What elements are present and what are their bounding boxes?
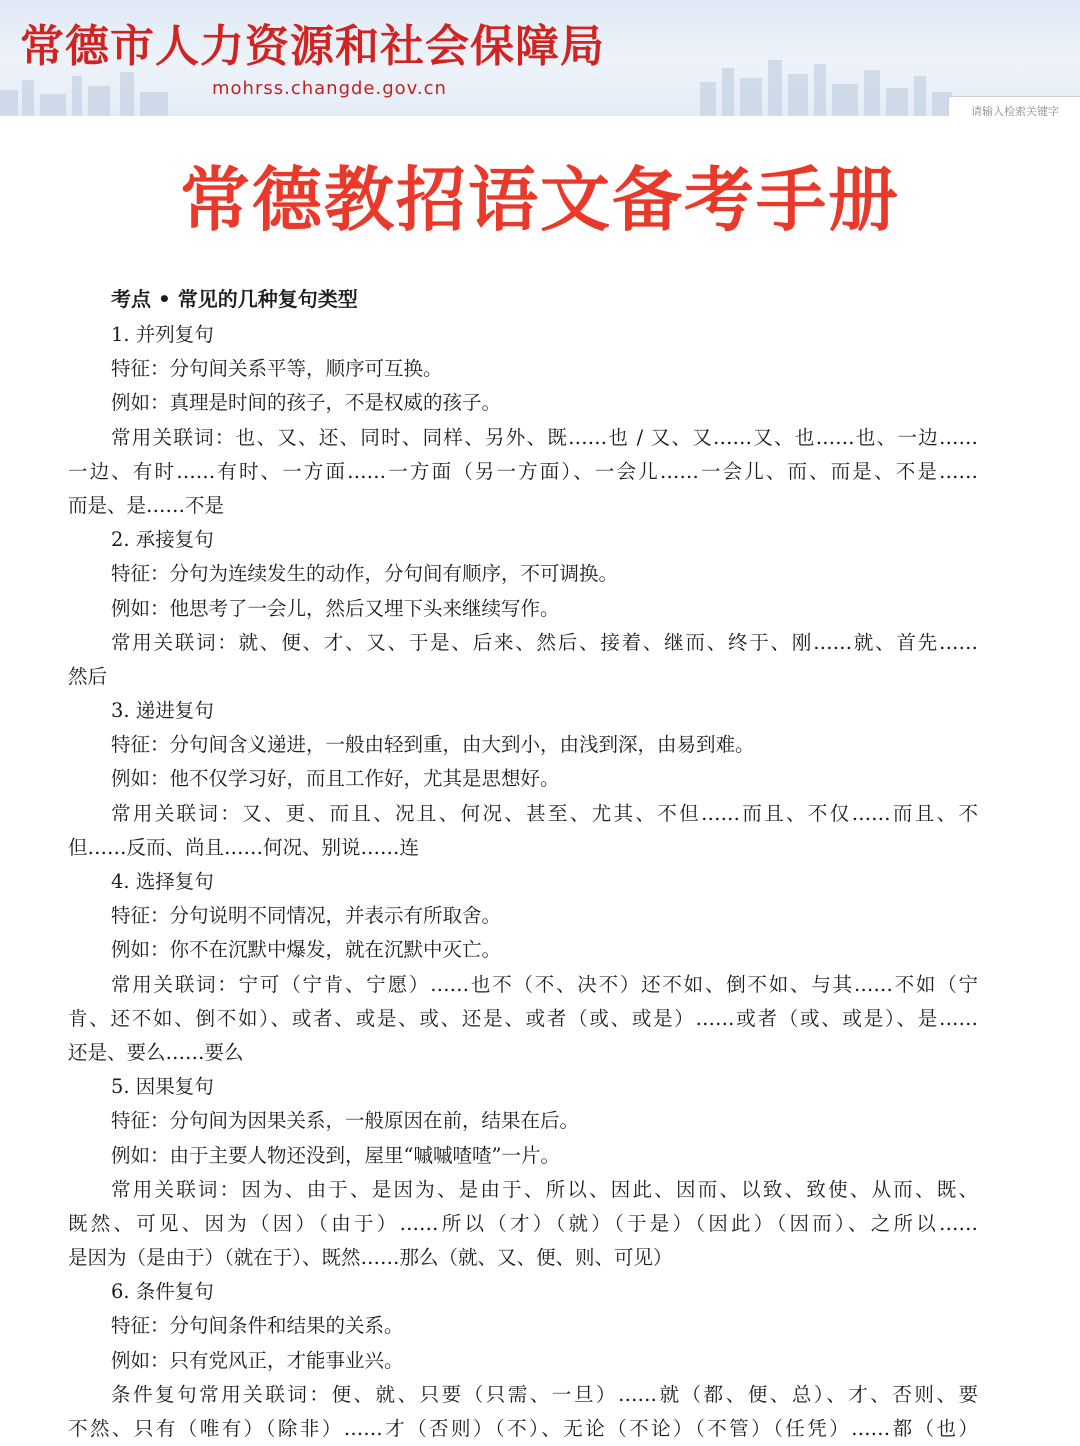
subheading-conditional: 6. 条件复句 bbox=[111, 1280, 214, 1304]
text-line: 条件复句常用关联词：便、就、只要（只需、一旦）……就（都、便、总）、才、否则、要 bbox=[111, 1382, 978, 1406]
text-line: 特征：分句间关系平等，顺序可互换。 bbox=[111, 357, 443, 381]
text-line: 特征：分句间为因果关系，一般原因在前，结果在后。 bbox=[111, 1109, 580, 1133]
subheading-parallel: 1. 并列复句 bbox=[111, 323, 214, 346]
text-line: 例如：他不仅学习好，而且工作好，尤其是思想好。 bbox=[111, 767, 560, 791]
text-line: 但……反而、尚且……何况、别说……连 bbox=[68, 835, 420, 859]
document-title: 常德教招语文备考手册 bbox=[180, 159, 900, 241]
text-line: 例如：只有党风正，才能事业兴。 bbox=[111, 1348, 404, 1372]
text-line: 例如：真理是时间的孩子，不是权威的孩子。 bbox=[111, 391, 502, 415]
section-heading: 考点 • 常见的几种复句类型 bbox=[111, 287, 358, 311]
text-line: 特征：分句说明不同情况，并表示有所取舍。 bbox=[111, 904, 502, 928]
subheading-progressive: 3. 递进复句 bbox=[111, 699, 214, 723]
text-line: 然后 bbox=[68, 664, 108, 688]
text-line: 例如：他思考了一会儿，然后又埋下头来继续写作。 bbox=[111, 596, 560, 620]
text-line: 特征：分句间含义递进，一般由轻到重，由大到小，由浅到深，由易到难。 bbox=[111, 733, 755, 757]
document-body bbox=[68, 280, 978, 1446]
text-line: 而是、是……不是 bbox=[68, 493, 225, 517]
text-line: 一边、有时……有时、一方面……一方面（另一方面）、一会儿……一会儿、而、而是、不是…… bbox=[68, 459, 978, 483]
text-line: 肯、还不如、倒不如）、或者、或是、或、还是、或者（或、或是）……或者（或、或是）、是…… bbox=[68, 1006, 978, 1030]
search-input[interactable]: 请输入检索关键字 bbox=[948, 96, 1080, 116]
subheading-successive: 2. 承接复句 bbox=[111, 528, 214, 552]
subheading-alternative: 4. 选择复句 bbox=[111, 870, 214, 893]
site-title: 常德市人力资源和社会保障局 bbox=[20, 21, 605, 72]
text-line: 还是、要么……要么 bbox=[68, 1040, 244, 1064]
text-line: 常用关联词：宁可（宁肯、宁愿）……也不（不、决不）还不如、倒不如、与其……不如（宁 bbox=[111, 972, 978, 996]
text-line: 不然、只有（唯有）（除非）……才（否则）（不）、无论（不论）（不管）（任凭）……都（也） bbox=[68, 1417, 978, 1440]
text-line: 特征：分句为连续发生的动作，分句间有顺序，不可调换。 bbox=[111, 562, 619, 586]
text-line: 特征：分句间条件和结果的关系。 bbox=[111, 1314, 404, 1338]
text-line: 例如：由于主要人物还没到，屋里“嘁嘁喳喳”一片。 bbox=[111, 1143, 560, 1167]
site-banner bbox=[0, 0, 1080, 116]
text-line: 是因为（是由于）（就在于）、既然……那么（就、又、便、则、可见） bbox=[68, 1246, 673, 1270]
text-line: 既然、可见、因为（因）（由于）……所以（才）（就）（于是）（因此）（因而）、之所以…… bbox=[68, 1211, 978, 1235]
text-line: 例如：你不在沉默中爆发，就在沉默中灭亡。 bbox=[111, 938, 502, 962]
subheading-causal: 5. 因果复句 bbox=[111, 1075, 214, 1099]
text-line: 常用关联词：也、又、还、同时、同样、另外、既……也 / 又、又……又、也……也、一边…… bbox=[111, 425, 978, 449]
text-line: 常用关联词：就、便、才、又、于是、后来、然后、接着、继而、终于、刚……就、首先…… bbox=[111, 630, 978, 654]
site-url[interactable]: mohrss.changde.gov.cn bbox=[212, 78, 447, 99]
text-line: 常用关联词：又、更、而且、况且、何况、甚至、尤其、不但……而且、不仅……而且、不 bbox=[111, 801, 978, 825]
text-line: 常用关联词：因为、由于、是因为、是由于、所以、因此、因而、以致、致使、从而、既、 bbox=[111, 1177, 978, 1201]
